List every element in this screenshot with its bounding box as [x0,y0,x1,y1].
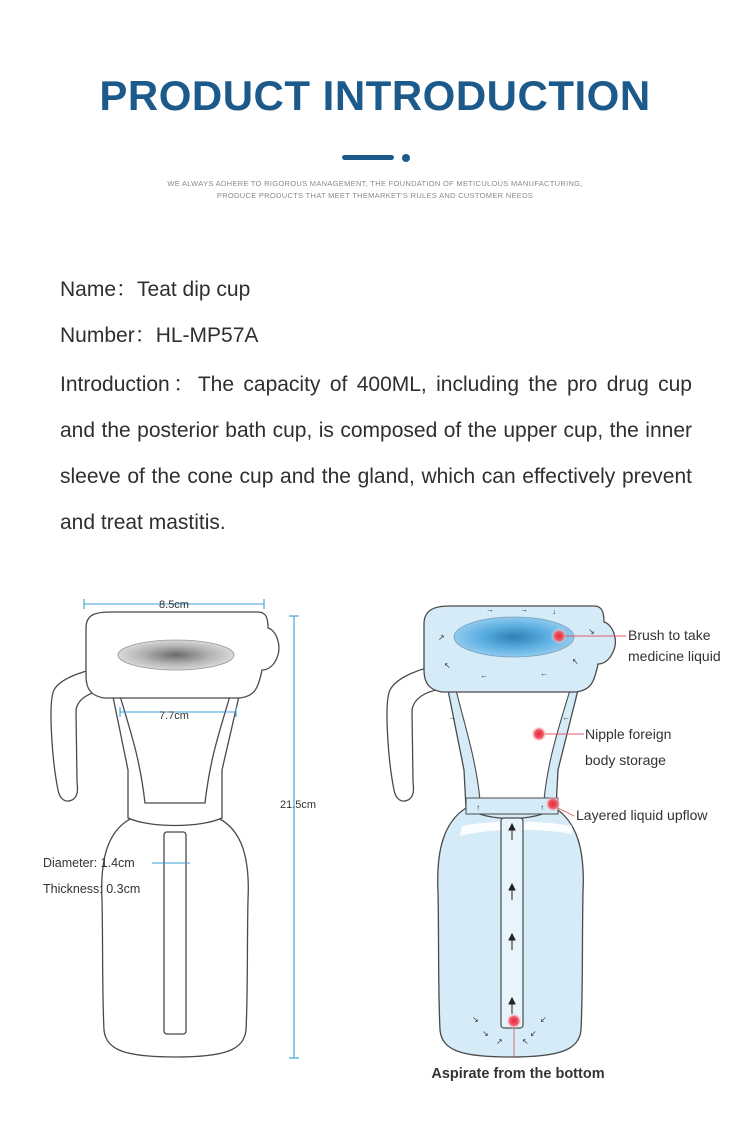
svg-text:↑: ↑ [540,803,544,812]
height-label: 21.5cm [279,799,317,811]
brush-label-1: Brush to take [628,627,711,643]
layered-label: Layered liquid upflow [576,807,708,823]
product-number: Number：HL-MP57A [60,324,259,347]
product-name: Name：Teat dip cup [60,278,251,301]
svg-text:→: → [448,713,456,722]
svg-text:↖: ↖ [572,657,579,666]
marker-aspirate [506,1013,522,1029]
svg-text:↘: ↘ [588,627,595,636]
neck-width-label: 7.7cm [159,710,189,722]
svg-text:←: ← [480,671,488,680]
flow-diagram [387,605,626,1058]
left-inner-tube [164,832,186,1034]
svg-text:↙: ↙ [530,1029,537,1038]
marker-layered [545,796,561,812]
page-title: PRODUCT INTRODUCTION [99,72,651,119]
svg-text:←: ← [562,713,570,722]
svg-text:↘: ↘ [482,1029,489,1038]
aspirate-label: Aspirate from the bottom [431,1066,605,1082]
nipple-label-1: Nipple foreign [585,726,672,742]
brush-label-2: medicine liquid [628,648,721,664]
right-inner-tube [501,818,523,1028]
svg-text:↖: ↖ [444,661,451,670]
svg-text:→: → [486,605,494,614]
tagline-line-2: PRODUCE PRODUCTS THAT MEET THEMARKET'S RULES AND CUSTOMER NEEDS [216,191,534,200]
svg-text:↘: ↘ [472,1015,479,1024]
diameter-label: Diameter: 1.4cm [43,856,135,870]
tagline-line-1: WE ALWAYS ADHERE TO RIGOROUS MANAGEMENT, THE FOUNDATION OF METICULOUS MANUFACTURING, [167,179,583,188]
dimension-diagram [51,612,279,1057]
thickness-label: Thickness: 0.3cm [43,882,141,896]
svg-text:↑: ↑ [476,803,480,812]
svg-text:←: ← [540,669,548,678]
svg-text:↙: ↙ [540,1015,547,1024]
marker-brush [551,628,567,644]
svg-text:↖: ↖ [522,1037,529,1046]
top-width-label: 8.5cm [159,599,189,611]
left-filter [118,640,234,670]
svg-text:↓: ↓ [552,607,556,616]
nipple-label-2: body storage [585,752,666,768]
product-introduction: Introduction：The capacity of 400ML, including the pro drug cup and the posterior bath cup, is composed of the upper cup, the inner sleeve of the cone cup and the gland, which can effectively prevent and treat mastitis. [60,373,692,534]
svg-text:→: → [520,605,528,614]
marker-nipple [531,726,547,742]
svg-text:↗: ↗ [496,1037,503,1046]
svg-text:↗: ↗ [438,633,445,642]
